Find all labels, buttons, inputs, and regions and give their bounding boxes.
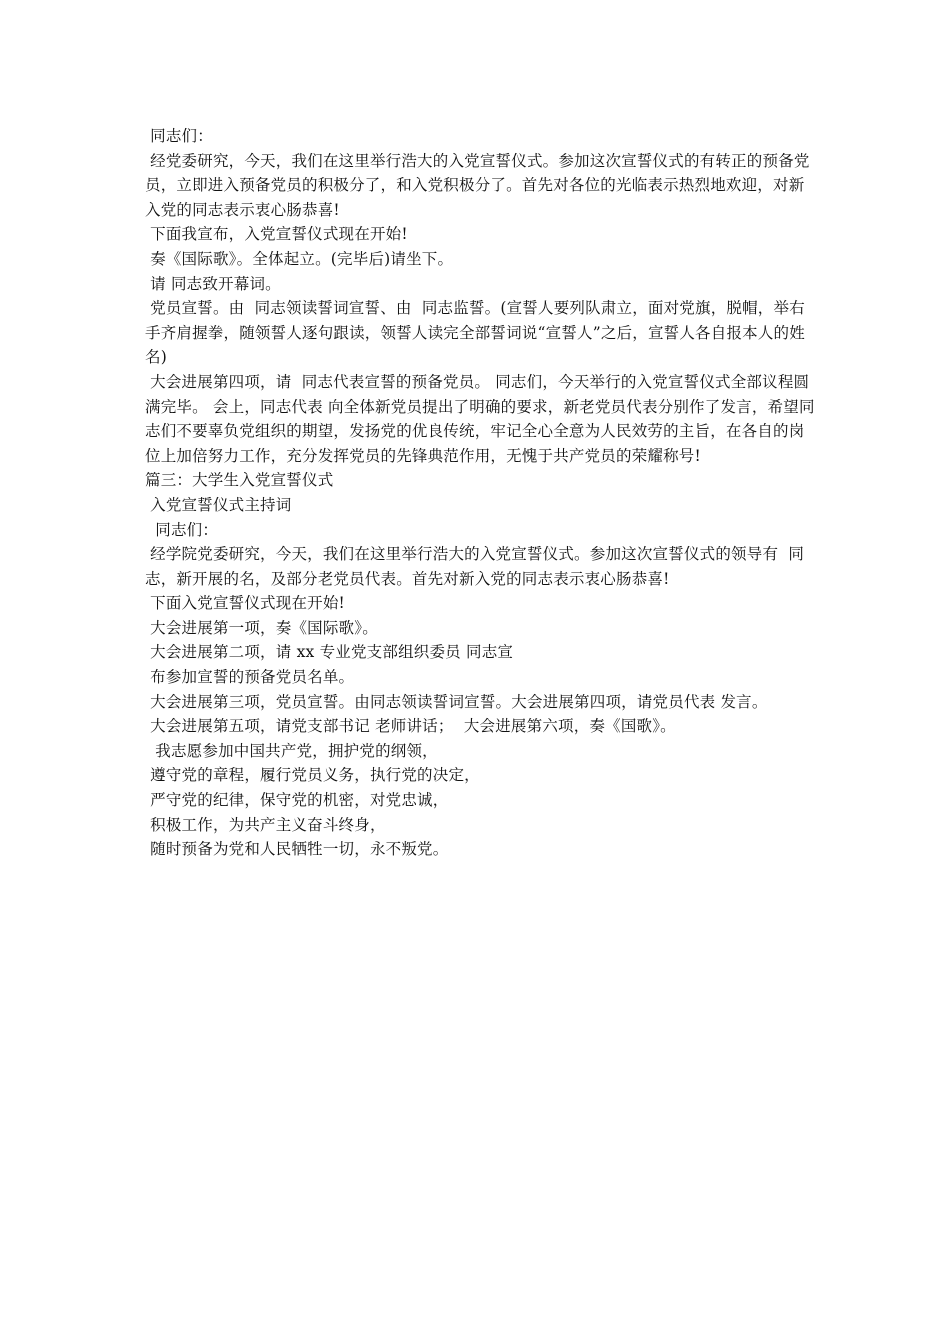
oath-line-2: 遵守党的章程，履行党员义务，执行党的决定， [145,766,480,785]
opening-speech-line: 请 同志致开幕词。 [145,274,281,293]
agenda-item-3-4: 大会进展第三项，党员宣誓。由同志领读誓词宣誓。大会进展第四项，请党员代表 发言。 [145,692,768,711]
oath-line-5: 随时预备为党和人民牺牲一切，永不叛党。 [145,840,449,859]
agenda-item-2-cont: 布参加宣誓的预备党员名单。 [145,668,355,687]
oath-line-4: 积极工作，为共产主义奋斗终身， [145,815,386,834]
section-heading: 篇三：大学生入党宣誓仪式 [145,471,334,490]
agenda-item-2: 大会进展第二项，请 xx 专业党支部组织委员 同志宣 [145,643,514,662]
agenda-item-1: 大会进展第一项，奏《国际歌》。 [145,618,378,637]
document-body [145,124,815,862]
start-line: 下面入党宣誓仪式现在开始! [145,594,345,613]
announcement-line: 下面我宣布，入党宣誓仪式现在开始! [145,225,408,244]
closing-paragraph: 大会进展第四项，请 同志代表宣誓的预备党员。 同志们，今天举行的入党宣誓仪式全部议程圆满完毕。 会上，同志代表 向全体新党员提出了明确的要求，新老党员代表分别作了发言，希望同志们不要辜负党组织的期望，发扬党的优良传统，牢记全心全意为人民效劳的主旨，在各自的岗位上加倍努力工作，充分发挥党员的先锋典范作用，无愧于共产党员的荣耀称号! [145,372,815,465]
oath-line-1: 我志愿参加中国共产党，拥护党的纲领， [145,741,438,760]
oath-line-3: 严守党的纪律，保守党的机密，对党忠诚， [145,791,449,810]
oath-procedure-paragraph: 党员宣誓。由 同志领读誓词宣誓、由 同志监誓。(宣誓人要列队肃立，面对党旗，脱帽，举右手齐肩握拳，随领誓人逐句跟读，领誓人读完全部誓词说“宣誓人”之后，宣誓人各自报本人的姓名) [145,299,805,367]
greeting-line-2: 同志们： [145,520,219,539]
agenda-item-5-6: 大会进展第五项，请党支部书记 老师讲话； 大会进展第六项，奏《国歌》。 [145,717,676,736]
section-subtitle: 入党宣誓仪式主持词 [145,495,292,514]
opening-paragraph: 经党委研究，今天，我们在这里举行浩大的入党宣誓仪式。参加这次宣誓仪式的有转正的预备党员，立即进入预备党员的积极分了，和入党积极分了。首先对各位的光临表示热烈地欢迎，对新入党的同志表示衷心肠恭喜! [145,151,810,219]
anthem-line: 奏《国际歌》。全体起立。(完毕后)请坐下。 [145,249,454,268]
greeting-line: 同志们： [145,127,213,145]
opening-paragraph-2: 经学院党委研究，今天，我们在这里举行浩大的入党宣誓仪式。参加这次宣誓仪式的领导有 同志，新开展的名，及部分老党员代表。首先对新入党的同志表示衷心肠恭喜! [145,545,805,588]
